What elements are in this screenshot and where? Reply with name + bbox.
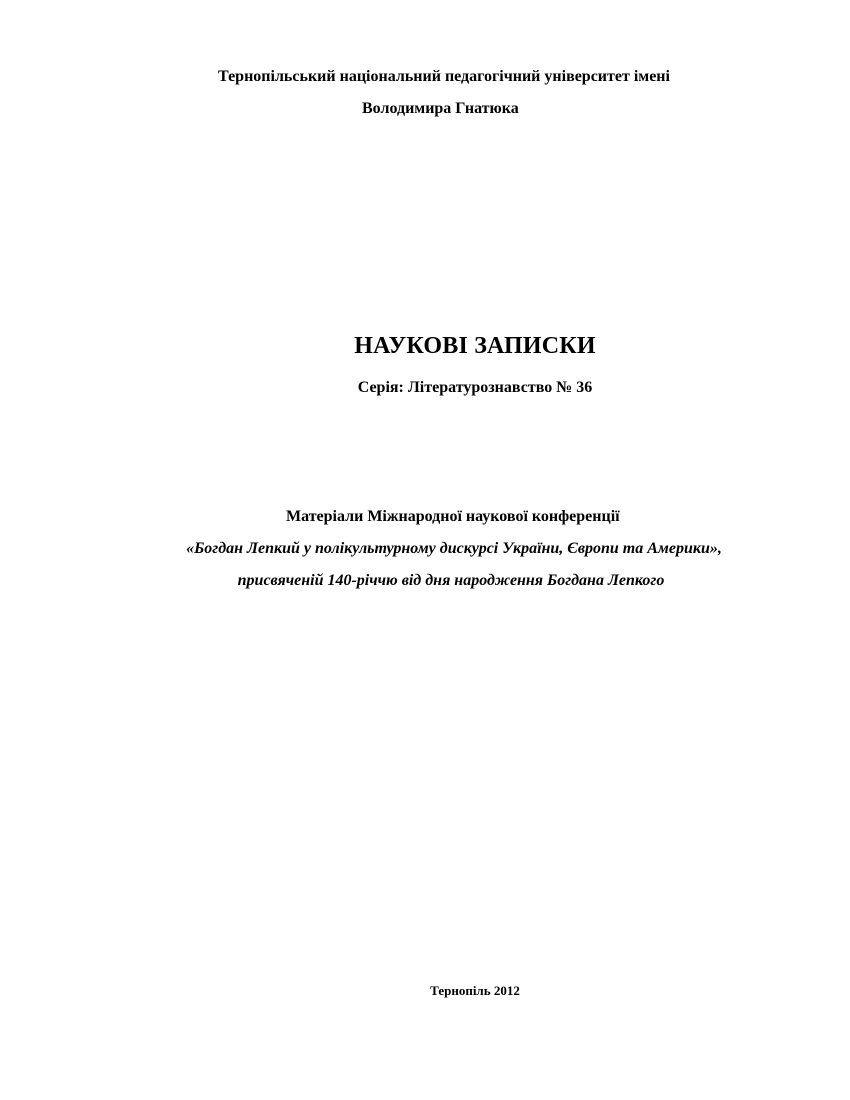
university-name-line-1: Тернопільський національний педагогічний університет імені <box>218 68 670 85</box>
conference-dedication: присвяченій 140-річчю від дня народження Богдана Лепкого <box>237 572 665 589</box>
series-title: НАУКОВІ ЗАПИСКИ <box>354 333 596 359</box>
series-subtitle: Серія: Літературознавство № 36 <box>357 379 593 396</box>
conference-title: «Богдан Лепкий у полікультурному дискурсі України, Європи та Америки», <box>186 540 722 557</box>
conference-heading: Матеріали Міжнародної наукової конференції <box>286 508 620 525</box>
university-name-line-2: Володимира Гнатюка <box>362 100 519 117</box>
imprint-place-year: Тернопіль 2012 <box>430 983 520 998</box>
